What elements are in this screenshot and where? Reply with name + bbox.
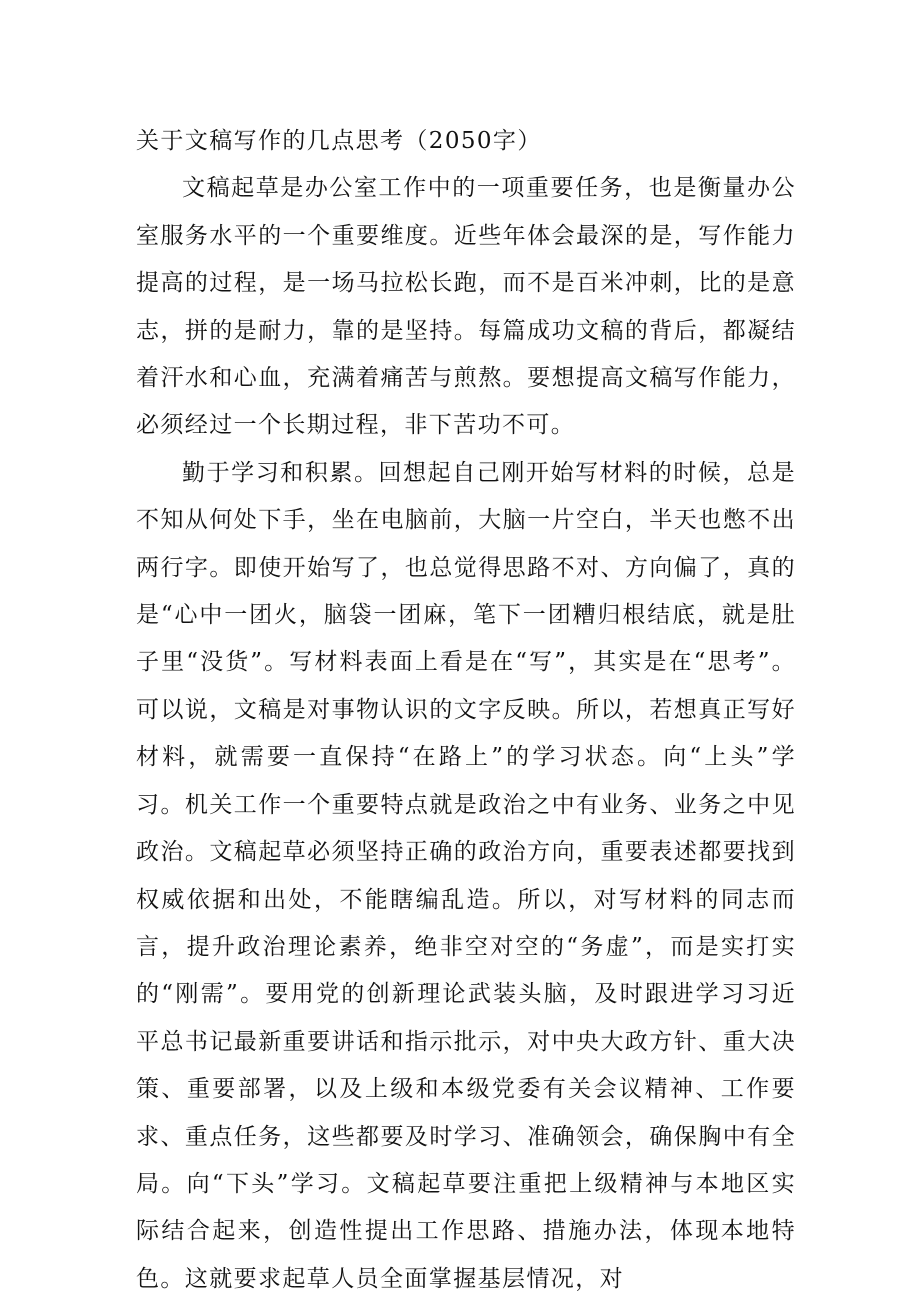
paragraph-intro: 文稿起草是办公室工作中的一项重要任务，也是衡量办公室服务水平的一个重要维度。近些年体会最深的是，写作能力提高的过程，是一场马拉松长跑，而不是百米冲刺，比的是意志，拼的是耐力，靠的是坚持。每篇成功文稿的背后，都凝结着汗水和心血，充满着痛苦与煎熬。要想提高文稿写作能力，必须经过一个长期过程，非下苦功不可。 (136, 175, 796, 439)
document-title: 关于文稿写作的几点思考（2050字） (136, 128, 542, 154)
document-body (136, 118, 796, 1303)
paragraph-study: 勤于学习和积累。回想起自己刚开始写材料的时候，总是不知从何处下手，坐在电脑前，大脑一片空白，半天也憋不出两行字。即使开始写了，也总觉得思路不对、方向偏了，真的是“心中一团火，脑袋一团麻，笔下一团糟归根结底，就是肚子里“没货”。写材料表面上看是在“写”，其实是在“思考”。可以说，文稿是对事物认识的文字反映。所以，若想真正写好材料，就需要一直保持“在路上”的学习状态。向“上头”学习。机关工作一个重要特点就是政治之中有业务、业务之中见政治。文稿起草必须坚持正确的政治方向，重要表述都要找到权威依据和出处，不能瞎编乱造。所以，对写材料的同志而言，提升政治理论素养，绝非空对空的“务虚”，而是实打实的“刚需”。要用党的创新理论武装头脑，及时跟进学习习近平总书记最新重要讲话和指示批示，对中央大政方针、重大决策、重要部署，以及上级和本级党委有关会议精神、工作要求、重点任务，这些都要及时学习、准确领会，确保胸中有全局。向“下头”学习。文稿起草要注重把上级精神与本地区实际结合起来，创造性提出工作思路、措施办法，体现本地特色。这就要求起草人员全面掌握基层情况，对 (136, 459, 796, 1292)
